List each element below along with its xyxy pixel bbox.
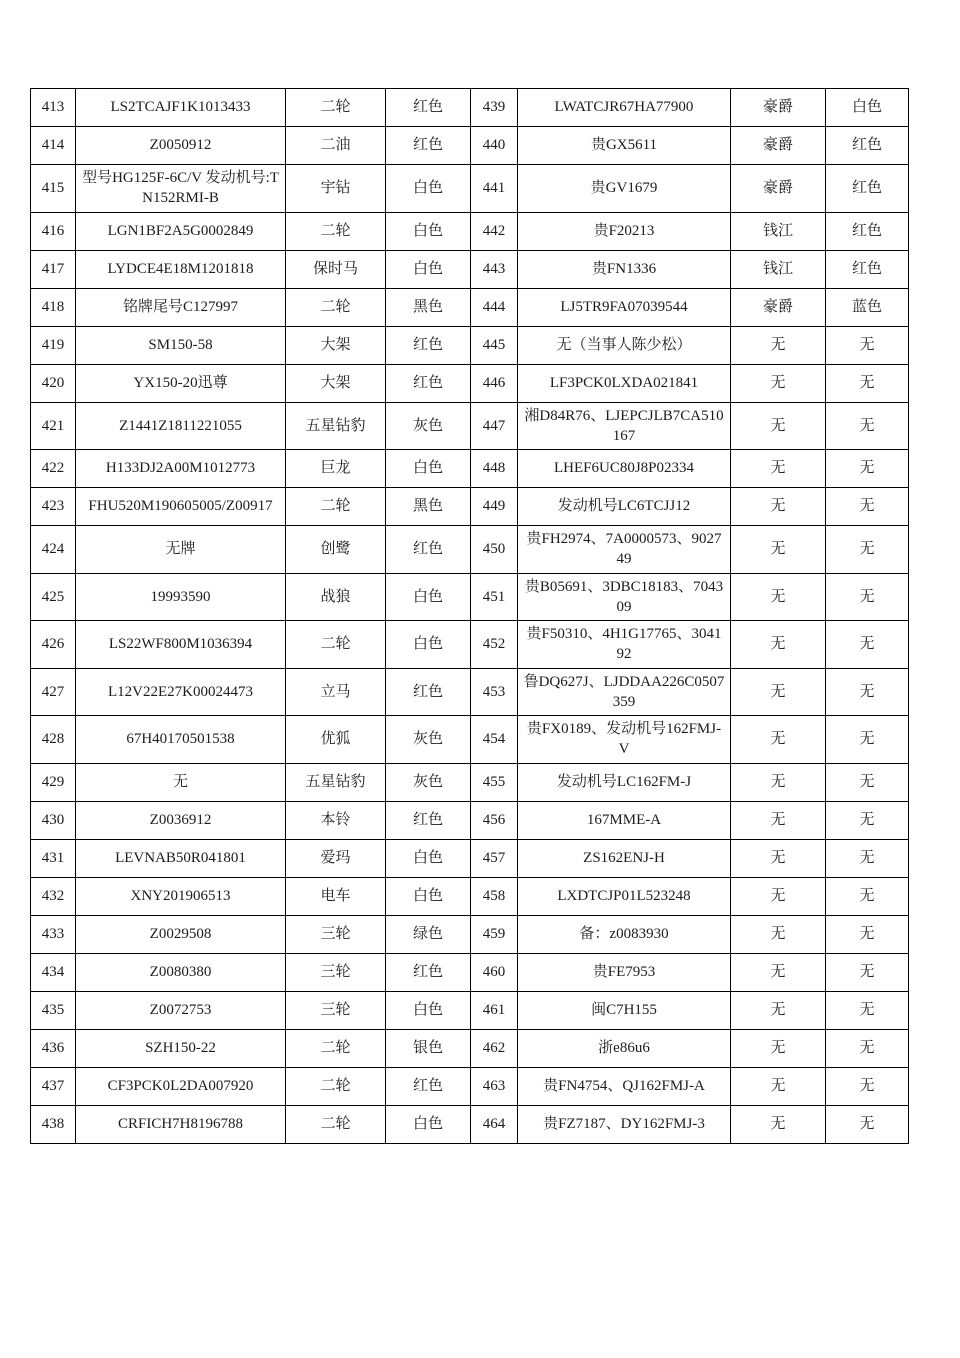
row-number-right: 452 <box>471 621 518 669</box>
vehicle-id-left: LS22WF800M1036394 <box>76 621 286 669</box>
row-number-left: 420 <box>31 364 76 402</box>
row-number-left: 422 <box>31 450 76 488</box>
row-number-right: 449 <box>471 488 518 526</box>
row-number-left: 429 <box>31 763 76 801</box>
vehicle-id-right: 贵FN1336 <box>518 250 731 288</box>
vehicle-id-right: 贵B05691、3DBC18183、704309 <box>518 573 731 621</box>
brand-left: 大架 <box>286 364 386 402</box>
row-number-right: 441 <box>471 165 518 213</box>
brand-right: 无 <box>731 488 826 526</box>
color-right: 无 <box>826 573 909 621</box>
color-right: 白色 <box>826 89 909 127</box>
brand-left: 二轮 <box>286 621 386 669</box>
color-right: 无 <box>826 801 909 839</box>
row-number-left: 417 <box>31 250 76 288</box>
color-right: 无 <box>826 953 909 991</box>
table-row <box>31 89 909 127</box>
vehicle-id-right: 发动机号LC6TCJJ12 <box>518 488 731 526</box>
color-left: 白色 <box>386 250 471 288</box>
row-number-left: 435 <box>31 991 76 1029</box>
vehicle-id-right: 闽C7H155 <box>518 991 731 1029</box>
row-number-right: 462 <box>471 1029 518 1067</box>
brand-right: 无 <box>731 526 826 574</box>
table-row <box>31 1105 909 1143</box>
row-number-left: 427 <box>31 668 76 716</box>
color-right: 无 <box>826 402 909 450</box>
row-number-left: 413 <box>31 89 76 127</box>
vehicle-id-left: Z0050912 <box>76 127 286 165</box>
vehicle-id-left: 无 <box>76 763 286 801</box>
table-row <box>31 127 909 165</box>
row-number-left: 432 <box>31 877 76 915</box>
vehicle-id-left: LYDCE4E18M1201818 <box>76 250 286 288</box>
brand-right: 无 <box>731 915 826 953</box>
brand-left: 优狐 <box>286 716 386 764</box>
brand-left: 五星钻豹 <box>286 402 386 450</box>
row-number-right: 457 <box>471 839 518 877</box>
row-number-left: 431 <box>31 839 76 877</box>
row-number-right: 456 <box>471 801 518 839</box>
color-left: 红色 <box>386 526 471 574</box>
vehicle-id-right: LJ5TR9FA07039544 <box>518 288 731 326</box>
vehicle-id-right: 贵F20213 <box>518 212 731 250</box>
brand-left: 二轮 <box>286 1105 386 1143</box>
color-left: 红色 <box>386 326 471 364</box>
brand-left: 二轮 <box>286 89 386 127</box>
vehicle-id-left: Z0036912 <box>76 801 286 839</box>
vehicle-id-left: FHU520M190605005/Z00917 <box>76 488 286 526</box>
row-number-right: 442 <box>471 212 518 250</box>
row-number-right: 459 <box>471 915 518 953</box>
table-row <box>31 488 909 526</box>
row-number-left: 433 <box>31 915 76 953</box>
vehicle-id-left: L12V22E27K00024473 <box>76 668 286 716</box>
row-number-left: 434 <box>31 953 76 991</box>
brand-left: 创鹭 <box>286 526 386 574</box>
vehicle-id-left: LS2TCAJF1K1013433 <box>76 89 286 127</box>
vehicle-id-left: SZH150-22 <box>76 1029 286 1067</box>
vehicle-registry-table <box>30 88 909 1144</box>
row-number-left: 437 <box>31 1067 76 1105</box>
color-right: 无 <box>826 364 909 402</box>
row-number-right: 461 <box>471 991 518 1029</box>
brand-right: 无 <box>731 668 826 716</box>
table-row <box>31 1029 909 1067</box>
color-right: 无 <box>826 915 909 953</box>
vehicle-id-left: H133DJ2A00M1012773 <box>76 450 286 488</box>
color-right: 红色 <box>826 127 909 165</box>
table-row <box>31 763 909 801</box>
table-row <box>31 450 909 488</box>
table-row <box>31 326 909 364</box>
brand-left: 二轮 <box>286 1029 386 1067</box>
vehicle-id-right: 贵FN4754、QJ162FMJ-A <box>518 1067 731 1105</box>
vehicle-id-left: LGN1BF2A5G0002849 <box>76 212 286 250</box>
table-row <box>31 915 909 953</box>
color-left: 白色 <box>386 573 471 621</box>
row-number-right: 463 <box>471 1067 518 1105</box>
table-row <box>31 250 909 288</box>
color-left: 白色 <box>386 165 471 213</box>
color-left: 红色 <box>386 127 471 165</box>
color-left: 红色 <box>386 953 471 991</box>
brand-right: 无 <box>731 763 826 801</box>
color-right: 无 <box>826 716 909 764</box>
row-number-left: 425 <box>31 573 76 621</box>
brand-right: 无 <box>731 402 826 450</box>
vehicle-id-right: 贵GX5611 <box>518 127 731 165</box>
color-right: 无 <box>826 839 909 877</box>
vehicle-id-left: YX150-20迅尊 <box>76 364 286 402</box>
color-right: 无 <box>826 763 909 801</box>
color-left: 绿色 <box>386 915 471 953</box>
vehicle-id-right: LWATCJR67HA77900 <box>518 89 731 127</box>
color-right: 无 <box>826 488 909 526</box>
brand-left: 巨龙 <box>286 450 386 488</box>
row-number-right: 460 <box>471 953 518 991</box>
color-right: 无 <box>826 326 909 364</box>
color-right: 无 <box>826 1067 909 1105</box>
color-left: 红色 <box>386 668 471 716</box>
row-number-right: 445 <box>471 326 518 364</box>
table-row <box>31 288 909 326</box>
brand-right: 豪爵 <box>731 89 826 127</box>
color-left: 白色 <box>386 877 471 915</box>
row-number-right: 440 <box>471 127 518 165</box>
row-number-right: 450 <box>471 526 518 574</box>
color-left: 白色 <box>386 450 471 488</box>
row-number-right: 458 <box>471 877 518 915</box>
table-row <box>31 991 909 1029</box>
brand-right: 无 <box>731 326 826 364</box>
color-right: 红色 <box>826 212 909 250</box>
vehicle-id-right: 发动机号LC162FM-J <box>518 763 731 801</box>
color-right: 无 <box>826 621 909 669</box>
vehicle-id-right: LF3PCK0LXDA021841 <box>518 364 731 402</box>
row-number-left: 436 <box>31 1029 76 1067</box>
row-number-right: 446 <box>471 364 518 402</box>
color-right: 蓝色 <box>826 288 909 326</box>
vehicle-id-left: XNY201906513 <box>76 877 286 915</box>
color-right: 无 <box>826 1029 909 1067</box>
table-row <box>31 716 909 764</box>
brand-left: 二油 <box>286 127 386 165</box>
row-number-left: 416 <box>31 212 76 250</box>
row-number-right: 439 <box>471 89 518 127</box>
vehicle-id-left: Z0029508 <box>76 915 286 953</box>
vehicle-id-right: LXDTCJP01L523248 <box>518 877 731 915</box>
brand-right: 豪爵 <box>731 127 826 165</box>
brand-right: 无 <box>731 877 826 915</box>
vehicle-id-right: 浙e86u6 <box>518 1029 731 1067</box>
brand-right: 无 <box>731 450 826 488</box>
row-number-right: 453 <box>471 668 518 716</box>
brand-right: 无 <box>731 1067 826 1105</box>
row-number-right: 448 <box>471 450 518 488</box>
color-right: 无 <box>826 450 909 488</box>
row-number-left: 414 <box>31 127 76 165</box>
vehicle-id-left: Z0080380 <box>76 953 286 991</box>
brand-left: 立马 <box>286 668 386 716</box>
vehicle-id-left: SM150-58 <box>76 326 286 364</box>
brand-right: 无 <box>731 991 826 1029</box>
row-number-right: 464 <box>471 1105 518 1143</box>
vehicle-id-left: CRFICH7H8196788 <box>76 1105 286 1143</box>
color-left: 红色 <box>386 364 471 402</box>
table-body <box>31 89 909 1144</box>
color-left: 红色 <box>386 801 471 839</box>
brand-right: 无 <box>731 1029 826 1067</box>
table-row <box>31 165 909 213</box>
vehicle-id-right: 贵FE7953 <box>518 953 731 991</box>
color-right: 无 <box>826 668 909 716</box>
vehicle-id-right: 167MME-A <box>518 801 731 839</box>
table-row <box>31 402 909 450</box>
row-number-left: 438 <box>31 1105 76 1143</box>
color-left: 灰色 <box>386 763 471 801</box>
color-left: 红色 <box>386 89 471 127</box>
color-left: 灰色 <box>386 716 471 764</box>
vehicle-id-left: 67H40170501538 <box>76 716 286 764</box>
vehicle-id-left: Z0072753 <box>76 991 286 1029</box>
row-number-right: 451 <box>471 573 518 621</box>
brand-right: 无 <box>731 953 826 991</box>
table-row <box>31 621 909 669</box>
vehicle-id-left: CF3PCK0L2DA007920 <box>76 1067 286 1105</box>
vehicle-id-right: 贵GV1679 <box>518 165 731 213</box>
vehicle-id-right: 贵FH2974、7A0000573、902749 <box>518 526 731 574</box>
brand-left: 爱玛 <box>286 839 386 877</box>
color-right: 无 <box>826 526 909 574</box>
vehicle-id-left: 19993590 <box>76 573 286 621</box>
table-row <box>31 1067 909 1105</box>
color-left: 黑色 <box>386 488 471 526</box>
vehicle-id-right: 贵FZ7187、DY162FMJ-3 <box>518 1105 731 1143</box>
row-number-left: 418 <box>31 288 76 326</box>
vehicle-id-right: 贵F50310、4H1G17765、304192 <box>518 621 731 669</box>
vehicle-id-right: 湘D84R76、LJEPCJLB7CA510167 <box>518 402 731 450</box>
brand-left: 大架 <box>286 326 386 364</box>
table-row <box>31 801 909 839</box>
brand-right: 无 <box>731 364 826 402</box>
brand-right: 无 <box>731 801 826 839</box>
color-right: 无 <box>826 877 909 915</box>
row-number-right: 447 <box>471 402 518 450</box>
brand-left: 本铃 <box>286 801 386 839</box>
row-number-right: 454 <box>471 716 518 764</box>
brand-left: 战狼 <box>286 573 386 621</box>
row-number-left: 421 <box>31 402 76 450</box>
brand-left: 二轮 <box>286 288 386 326</box>
brand-right: 豪爵 <box>731 288 826 326</box>
brand-left: 三轮 <box>286 991 386 1029</box>
color-left: 白色 <box>386 1105 471 1143</box>
row-number-left: 419 <box>31 326 76 364</box>
color-left: 白色 <box>386 621 471 669</box>
color-right: 红色 <box>826 165 909 213</box>
brand-right: 无 <box>731 621 826 669</box>
vehicle-id-right: ZS162ENJ-H <box>518 839 731 877</box>
color-right: 红色 <box>826 250 909 288</box>
brand-right: 钱江 <box>731 212 826 250</box>
vehicle-id-right: LHEF6UC80J8P02334 <box>518 450 731 488</box>
brand-left: 二轮 <box>286 1067 386 1105</box>
brand-right: 豪爵 <box>731 165 826 213</box>
vehicle-id-left: 型号HG125F-6C/V 发动机号:TN152RMI-B <box>76 165 286 213</box>
table-row <box>31 212 909 250</box>
table-row <box>31 668 909 716</box>
vehicle-id-right: 备：z0083930 <box>518 915 731 953</box>
brand-left: 保时马 <box>286 250 386 288</box>
row-number-left: 423 <box>31 488 76 526</box>
vehicle-id-right: 贵FX0189、发动机号162FMJ-V <box>518 716 731 764</box>
color-left: 白色 <box>386 212 471 250</box>
brand-right: 无 <box>731 573 826 621</box>
brand-left: 二轮 <box>286 212 386 250</box>
row-number-right: 443 <box>471 250 518 288</box>
table-row <box>31 877 909 915</box>
brand-right: 无 <box>731 1105 826 1143</box>
brand-right: 无 <box>731 716 826 764</box>
brand-left: 三轮 <box>286 915 386 953</box>
row-number-right: 455 <box>471 763 518 801</box>
color-right: 无 <box>826 1105 909 1143</box>
vehicle-id-right: 鲁DQ627J、LJDDAA226C0507359 <box>518 668 731 716</box>
row-number-right: 444 <box>471 288 518 326</box>
brand-left: 二轮 <box>286 488 386 526</box>
color-left: 黑色 <box>386 288 471 326</box>
brand-left: 五星钻豹 <box>286 763 386 801</box>
vehicle-id-left: Z1441Z1811221055 <box>76 402 286 450</box>
vehicle-id-left: LEVNAB50R041801 <box>76 839 286 877</box>
brand-right: 无 <box>731 839 826 877</box>
brand-left: 三轮 <box>286 953 386 991</box>
color-left: 白色 <box>386 991 471 1029</box>
color-left: 灰色 <box>386 402 471 450</box>
brand-right: 钱江 <box>731 250 826 288</box>
vehicle-id-right: 无（当事人陈少松） <box>518 326 731 364</box>
table-row <box>31 839 909 877</box>
row-number-left: 415 <box>31 165 76 213</box>
brand-left: 宇钻 <box>286 165 386 213</box>
table-row <box>31 526 909 574</box>
row-number-left: 428 <box>31 716 76 764</box>
row-number-left: 424 <box>31 526 76 574</box>
table-row <box>31 573 909 621</box>
table-row <box>31 953 909 991</box>
row-number-left: 426 <box>31 621 76 669</box>
row-number-left: 430 <box>31 801 76 839</box>
color-left: 银色 <box>386 1029 471 1067</box>
color-left: 白色 <box>386 839 471 877</box>
vehicle-id-left: 无牌 <box>76 526 286 574</box>
brand-left: 电车 <box>286 877 386 915</box>
color-right: 无 <box>826 991 909 1029</box>
color-left: 红色 <box>386 1067 471 1105</box>
vehicle-id-left: 铭牌尾号C127997 <box>76 288 286 326</box>
table-row <box>31 364 909 402</box>
